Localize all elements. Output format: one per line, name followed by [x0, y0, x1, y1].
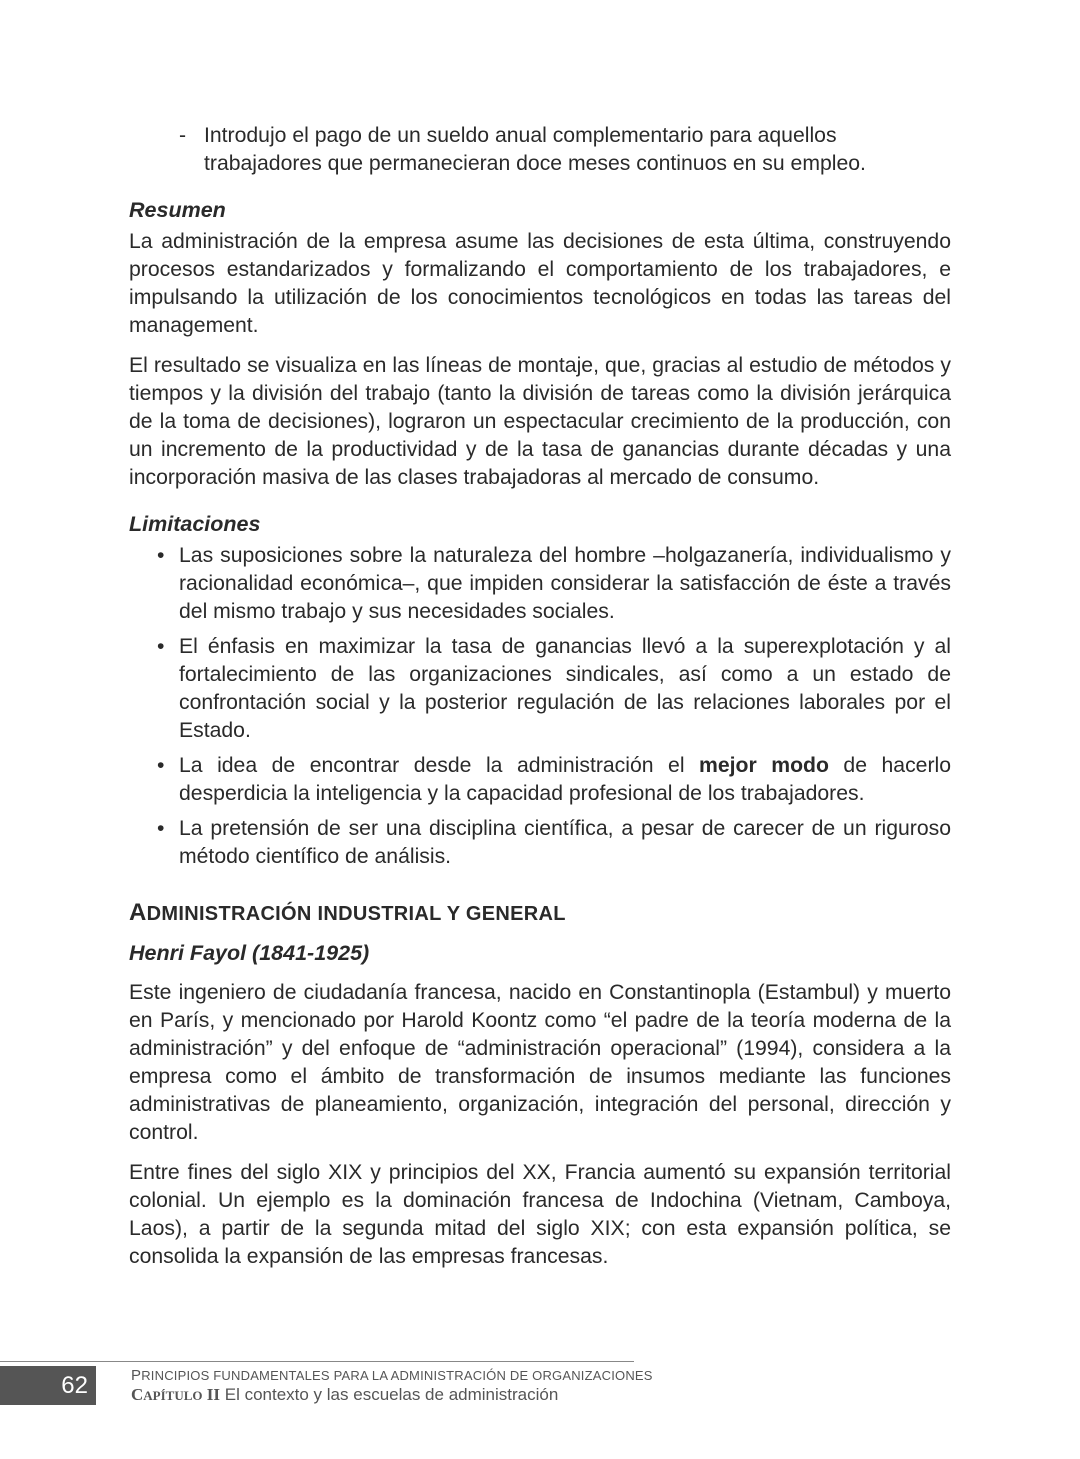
footer-divider — [0, 1361, 634, 1362]
dash-item-text: Introdujo el pago de un sueldo anual complementario para aquellos trabajadores que permanecieran doce meses continuos en su empleo. — [204, 124, 866, 175]
limitaciones-item: • La pretensión de ser una disciplina científica, a pesar de carecer de un riguroso método científico de análisis. — [157, 817, 951, 868]
emphasis-text: mejor modo — [699, 754, 829, 777]
section-paragraph-2: Entre fines del siglo XIX y principios del XX, Francia aumentó su expansión territorial colonial. Un ejemplo es la dominación francesa de Indochina (Vietnam, Camboya, Laos), a partir de la segunda mitad del siglo XIX; con esta expansión política, se consolida la expansión de las empresas francesas. — [129, 1161, 951, 1268]
bullet-icon: • — [157, 754, 165, 777]
page-number: 62 — [0, 1366, 96, 1405]
resumen-paragraph-1: La administración de la empresa asume las decisiones de esta última, construyendo procesos estandarizados y formalizando el comportamiento de los trabajadores, e impulsando la utilización de los conocimientos tecnológicos en todas las tareas del management. — [129, 230, 951, 337]
limitaciones-heading: Limitaciones — [129, 512, 261, 536]
chapter-label: CAPÍTULO II — [131, 1385, 220, 1404]
bullet-icon: • — [157, 817, 165, 840]
chapter-title: El contexto y las escuelas de administración — [224, 1385, 559, 1404]
author-subheading: Henri Fayol (1841-1925) — [129, 941, 370, 965]
bullet-icon: • — [157, 544, 165, 567]
page-content — [129, 122, 951, 1283]
section-paragraph-1: Este ingeniero de ciudadanía francesa, nacido en Constantinopla (Estambul) y muerto en París, y mencionado por Harold Koontz como “el padre de la teoría moderna de la administración” y del enfoque de “administración operacional” (1994), considera a la empresa como el ámbito de transformación de insumos mediante las funciones administrativas de planeamiento, organización, integración del personal, dirección y control. — [129, 981, 951, 1144]
bullet-icon: • — [157, 635, 165, 658]
dash-marker: - — [179, 124, 187, 147]
section-title: ADMINISTRACIÓN INDUSTRIAL Y GENERAL — [129, 899, 566, 926]
limitaciones-list — [129, 542, 951, 871]
resumen-heading: Resumen — [129, 198, 226, 222]
running-footer — [131, 1367, 653, 1406]
chapter-line — [131, 1385, 653, 1406]
limitaciones-item: • La idea de encontrar desde la administración el mejor modo de hacerlo desperdicia la inteligencia y la capacidad profesional de los trabajadores. — [157, 754, 951, 805]
book-title: PRINCIPIOS FUNDAMENTALES PARA LA ADMINISTRACIÓN DE ORGANIZACIONES — [131, 1367, 653, 1384]
limitaciones-item: • El énfasis en maximizar la tasa de ganancias llevó a la superexplotación y al fortalecimiento de las organizaciones sindicales, así como a un estado de confrontación social y la posterior regulación de las relaciones laborales por el Estado. — [157, 635, 951, 742]
limitaciones-item: • Las suposiciones sobre la naturaleza del hombre –holgazanería, individualismo y racionalidad económica–, que impiden considerar la satisfacción de éste a través del mismo trabajo y sus necesidades sociales. — [157, 544, 951, 623]
dash-list-item — [129, 122, 951, 178]
resumen-paragraph-2: El resultado se visualiza en las líneas de montaje, que, gracias al estudio de métodos y tiempos y la división del trabajo (tanto la división de tareas como la división jerárquica de la toma de decisiones), lograron un espectacular crecimiento de la producción, con un incremento de la productividad y de la tasa de ganancias durante décadas y una incorporación masiva de las clases trabajadoras al mercado de consumo. — [129, 354, 951, 489]
